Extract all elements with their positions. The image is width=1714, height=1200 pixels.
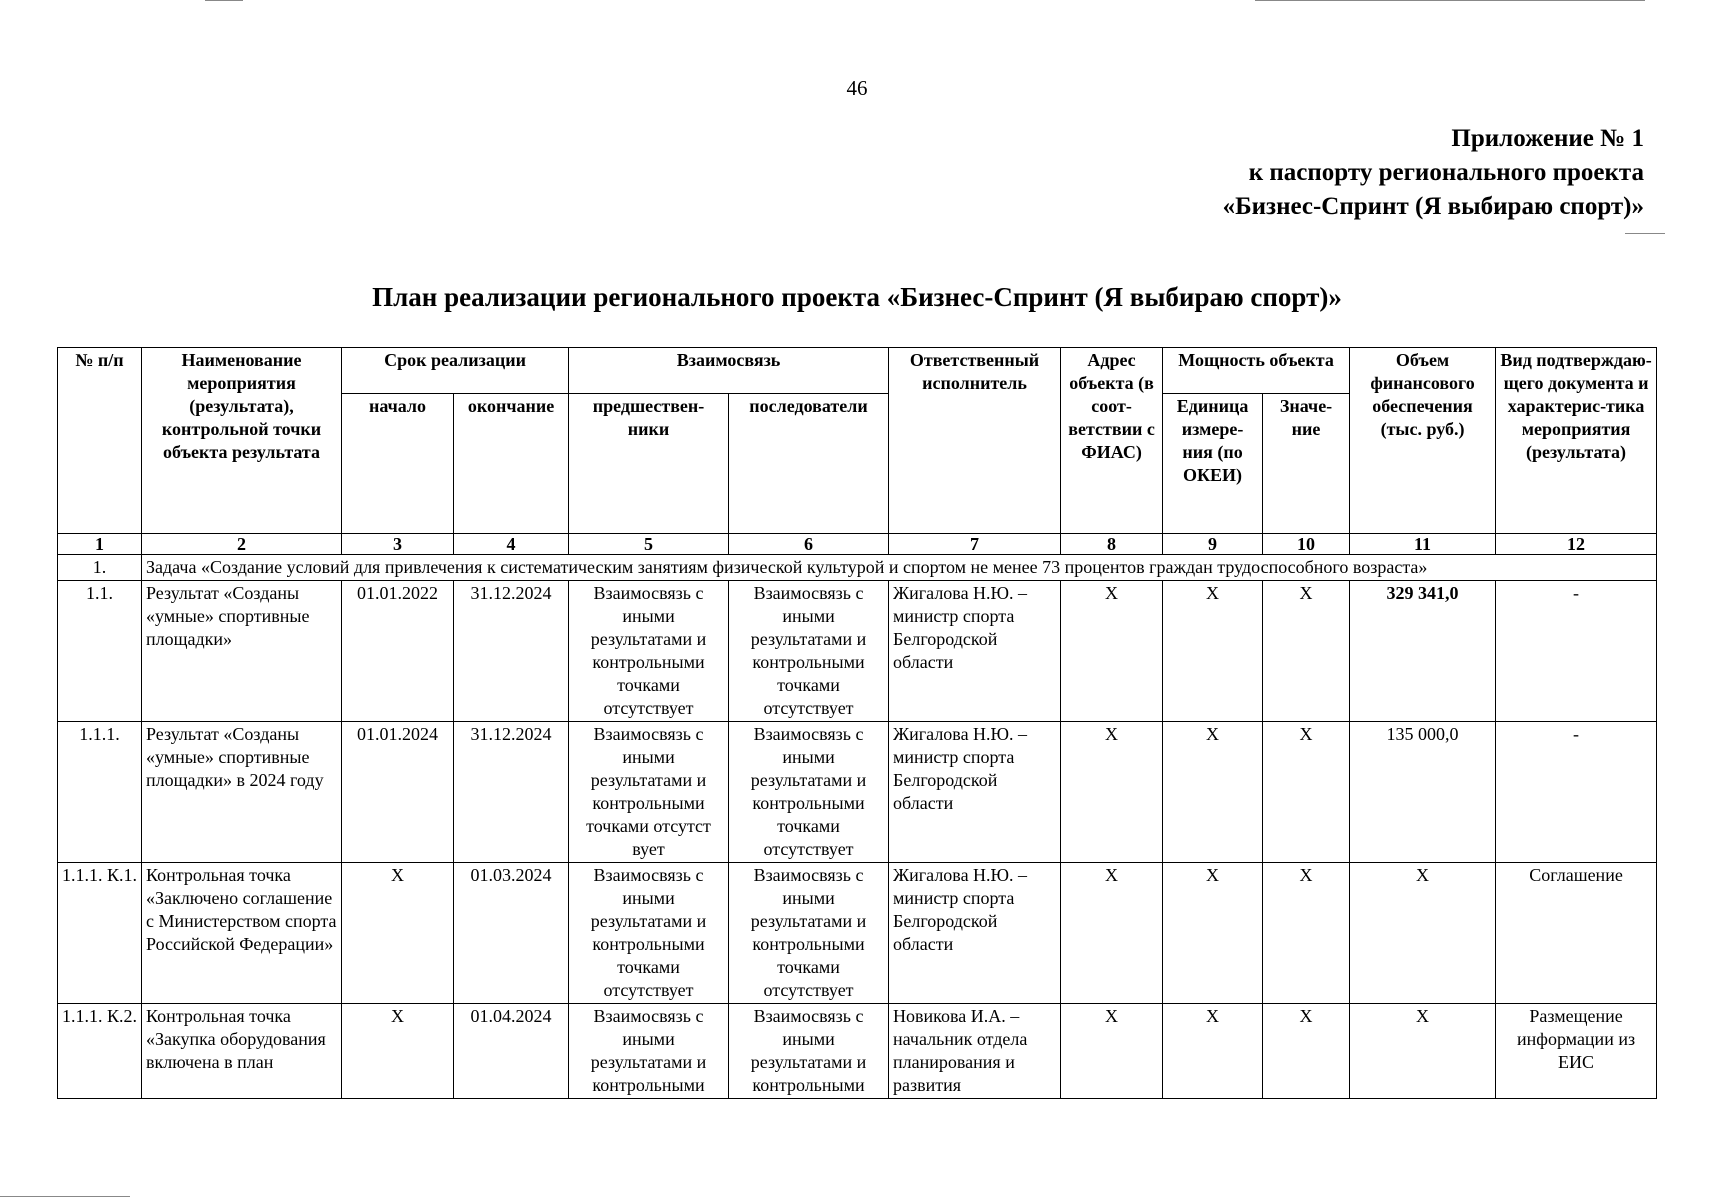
column-number: 3 <box>342 534 454 555</box>
column-number: 11 <box>1350 534 1496 555</box>
row-name: Контрольная точка «Заключено соглашение с Министерством спорта Российской Федерации» <box>142 863 342 1004</box>
header-name: Наименование мероприятия (результата), контрольной точки объекта результата <box>142 348 342 534</box>
row-end: 31.12.2024 <box>454 581 569 722</box>
column-number: 12 <box>1496 534 1657 555</box>
column-number: 5 <box>569 534 729 555</box>
row-responsible: Жигалова Н.Ю. – министр спорта Белгородской области <box>889 722 1061 863</box>
column-number: 8 <box>1061 534 1163 555</box>
row-doc-type: - <box>1496 581 1657 722</box>
row-value: X <box>1263 1004 1350 1099</box>
plan-table <box>57 347 1657 1099</box>
appendix-line-2: к паспорту регионального проекта <box>1248 159 1644 186</box>
header-doc-type: Вид подтверждаю-щего документа и характерис-тика мероприятия (результата) <box>1496 348 1657 534</box>
header-start: начало <box>342 394 454 534</box>
document-title: План реализации регионального проекта «Бизнес-Спринт (Я выбираю спорт)» <box>372 282 1342 312</box>
row-value: X <box>1263 722 1350 863</box>
row-value: X <box>1263 581 1350 722</box>
header-successors: последователи <box>729 394 889 534</box>
appendix-heading <box>1223 122 1644 224</box>
header-predecessors: предшествен-ники <box>569 394 729 534</box>
row-unit: X <box>1163 863 1263 1004</box>
scan-artifact-line <box>0 1196 130 1197</box>
row-successors: Взаимосвязь с иными результатами и контрольными точками отсутствует <box>729 722 889 863</box>
row-name: Результат «Созданы «умные» спортивные площадки» <box>142 581 342 722</box>
header-relation: Взаимосвязь <box>569 348 889 394</box>
header-address: Адрес объекта (в соот-ветствии с ФИАС) <box>1061 348 1163 534</box>
row-finance: X <box>1350 1004 1496 1099</box>
scan-artifact-line <box>1625 233 1665 234</box>
row-name: Контрольная точка «Закупка оборудования включена в план <box>142 1004 342 1099</box>
header-value: Значе-ние <box>1263 394 1350 534</box>
table-row <box>58 722 1657 863</box>
appendix-line-1: Приложение № 1 <box>1451 125 1644 152</box>
row-address: X <box>1061 722 1163 863</box>
row-start: X <box>342 863 454 1004</box>
row-responsible: Жигалова Н.Ю. – министр спорта Белгородской области <box>889 581 1061 722</box>
column-number: 1 <box>58 534 142 555</box>
row-num: 1.1.1. К.1. <box>58 863 142 1004</box>
row-end: 01.04.2024 <box>454 1004 569 1099</box>
table-row <box>58 1004 1657 1099</box>
row-num: 1.1. <box>58 581 142 722</box>
row-end: 01.03.2024 <box>454 863 569 1004</box>
column-number: 9 <box>1163 534 1263 555</box>
row-start: X <box>342 1004 454 1099</box>
column-number: 2 <box>142 534 342 555</box>
row-address: X <box>1061 1004 1163 1099</box>
row-predecessors: Взаимосвязь с иными результатами и контрольными точками отсутст вует <box>569 722 729 863</box>
row-predecessors: Взаимосвязь с иными результатами и контрольными точками отсутствует <box>569 581 729 722</box>
task-row <box>58 555 1657 581</box>
task-num: 1. <box>58 555 142 581</box>
row-address: X <box>1061 863 1163 1004</box>
row-successors: Взаимосвязь с иными результатами и контрольными <box>729 1004 889 1099</box>
column-numbers-row <box>58 534 1657 555</box>
row-finance: X <box>1350 863 1496 1004</box>
header-unit: Единица измере-ния (по ОКЕИ) <box>1163 394 1263 534</box>
column-number: 10 <box>1263 534 1350 555</box>
page-number: 46 <box>846 76 868 100</box>
task-text: Задача «Создание условий для привлечения к систематическим занятиям физической культурой и спортом не менее 73 процентов граждан трудоспособного возраста» <box>142 555 1657 581</box>
row-responsible: Жигалова Н.Ю. – министр спорта Белгородской области <box>889 863 1061 1004</box>
row-start: 01.01.2022 <box>342 581 454 722</box>
column-number: 4 <box>454 534 569 555</box>
row-num: 1.1.1. <box>58 722 142 863</box>
row-doc-type: Соглашение <box>1496 863 1657 1004</box>
table-row <box>58 863 1657 1004</box>
header-num: № п/п <box>58 348 142 534</box>
appendix-line-3: «Бизнес-Спринт (Я выбираю спорт)» <box>1222 193 1644 220</box>
row-value: X <box>1263 863 1350 1004</box>
row-start: 01.01.2024 <box>342 722 454 863</box>
header-end: окончание <box>454 394 569 534</box>
row-doc-type: Размещение информации из ЕИС <box>1496 1004 1657 1099</box>
column-number: 7 <box>889 534 1061 555</box>
header-capacity: Мощность объекта <box>1163 348 1350 394</box>
row-name: Результат «Созданы «умные» спортивные площадки» в 2024 году <box>142 722 342 863</box>
table-row <box>58 581 1657 722</box>
row-unit: X <box>1163 1004 1263 1099</box>
column-number: 6 <box>729 534 889 555</box>
header-responsible: Ответственный исполнитель <box>889 348 1061 534</box>
row-num: 1.1.1. К.2. <box>58 1004 142 1099</box>
scan-artifact-line <box>1255 0 1645 1</box>
row-predecessors: Взаимосвязь с иными результатами и контрольными точками отсутствует <box>569 863 729 1004</box>
row-address: X <box>1061 581 1163 722</box>
row-unit: X <box>1163 722 1263 863</box>
row-finance: 329 341,0 <box>1350 581 1496 722</box>
header-period: Срок реализации <box>342 348 569 394</box>
row-successors: Взаимосвязь с иными результатами и контрольными точками отсутствует <box>729 581 889 722</box>
header-finance: Объем финансового обеспечения (тыс. руб.) <box>1350 348 1496 534</box>
row-doc-type: - <box>1496 722 1657 863</box>
row-responsible: Новикова И.А. – начальник отдела планирования и развития <box>889 1004 1061 1099</box>
row-unit: X <box>1163 581 1263 722</box>
row-end: 31.12.2024 <box>454 722 569 863</box>
scan-artifact-line <box>205 0 243 1</box>
row-successors: Взаимосвязь с иными результатами и контрольными точками отсутствует <box>729 863 889 1004</box>
row-finance: 135 000,0 <box>1350 722 1496 863</box>
row-predecessors: Взаимосвязь с иными результатами и контрольными <box>569 1004 729 1099</box>
